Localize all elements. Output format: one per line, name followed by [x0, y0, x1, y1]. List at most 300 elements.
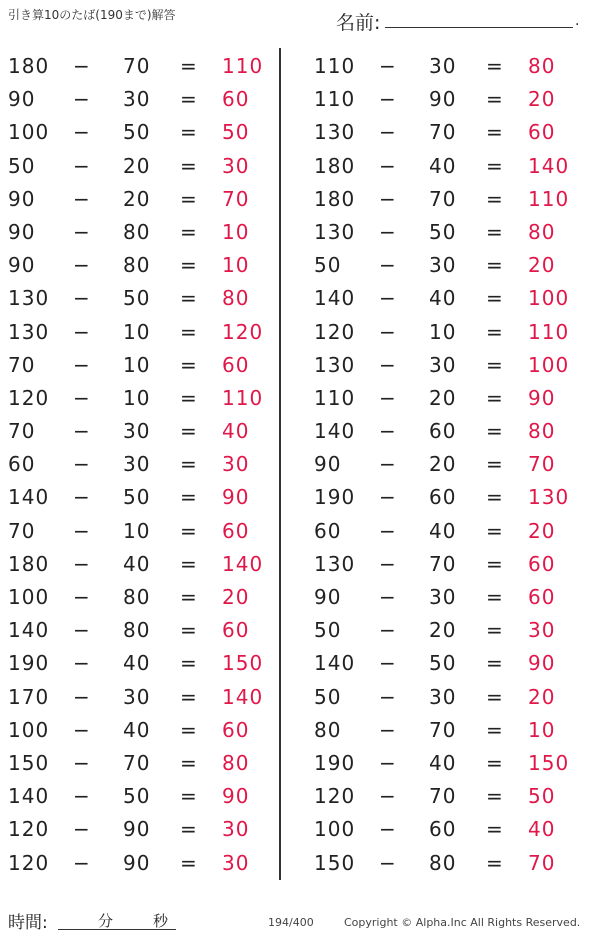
problem-row [306, 83, 600, 116]
minus-sign: − [73, 651, 90, 676]
minus-sign: − [379, 452, 396, 477]
answer: 50 [528, 784, 556, 809]
answer: 80 [528, 219, 556, 244]
subtrahend: 50 [429, 651, 457, 676]
subtrahend: 70 [123, 54, 151, 78]
answer: 60 [222, 87, 250, 112]
answer: 120 [222, 319, 264, 344]
minus-sign: − [73, 419, 90, 444]
minus-sign: − [73, 452, 90, 477]
answer: 40 [222, 419, 250, 444]
minuend: 130 [314, 120, 356, 145]
problem-row [306, 780, 600, 813]
minus-sign: − [379, 186, 396, 211]
subtrahend: 80 [123, 219, 151, 244]
answer: 80 [222, 750, 250, 775]
answer: 30 [222, 817, 250, 842]
minus-sign: − [73, 684, 90, 709]
equals-sign: = [486, 385, 503, 410]
minuend: 100 [8, 120, 50, 145]
subtrahend: 40 [123, 651, 151, 676]
equals-sign: = [486, 618, 503, 643]
problem-row [306, 581, 600, 614]
minus-sign: − [73, 87, 90, 112]
problem-row [0, 249, 294, 282]
minus-sign: − [379, 153, 396, 178]
minuend: 50 [314, 253, 342, 278]
answer: 30 [222, 452, 250, 477]
problem-row [306, 382, 600, 415]
answer: 90 [528, 385, 556, 410]
equals-sign: = [486, 750, 503, 775]
minuend: 110 [314, 54, 356, 78]
problem-row [0, 747, 294, 780]
equals-sign: = [486, 186, 503, 211]
minuend: 130 [314, 219, 356, 244]
minus-sign: − [379, 850, 396, 875]
subtrahend: 40 [429, 286, 457, 311]
problem-row [0, 150, 294, 183]
minuend: 120 [8, 385, 50, 410]
subtrahend: 10 [123, 385, 151, 410]
minus-sign: − [73, 518, 90, 543]
equals-sign: = [180, 87, 197, 112]
problem-row [306, 448, 600, 481]
problem-row [0, 349, 294, 382]
problem-row [306, 116, 600, 149]
problem-row [306, 282, 600, 315]
equals-sign: = [180, 419, 197, 444]
minuend: 90 [8, 253, 36, 278]
subtrahend: 80 [429, 850, 457, 875]
subtrahend: 80 [123, 585, 151, 609]
equals-sign: = [180, 518, 197, 543]
answer: 110 [528, 319, 570, 344]
minuend: 90 [8, 87, 36, 112]
problem-row [306, 216, 600, 249]
problem-row [0, 282, 294, 315]
answer: 150 [528, 750, 570, 775]
answer: 100 [528, 286, 570, 311]
minuend: 140 [314, 286, 356, 311]
minus-sign: − [379, 784, 396, 809]
equals-sign: = [180, 352, 197, 377]
problem-row [306, 481, 600, 514]
minuend: 180 [314, 153, 356, 178]
answer: 110 [528, 186, 570, 211]
minus-sign: − [73, 54, 90, 78]
answer: 80 [222, 286, 250, 311]
minus-sign: − [73, 186, 90, 211]
equals-sign: = [486, 651, 503, 676]
minuend: 130 [8, 319, 50, 344]
minus-sign: − [379, 518, 396, 543]
minus-sign: − [73, 750, 90, 775]
minuend: 100 [8, 717, 50, 742]
minuend: 130 [314, 551, 356, 576]
minuend: 70 [8, 352, 36, 377]
equals-sign: = [486, 684, 503, 709]
minus-sign: − [379, 54, 396, 78]
minus-sign: − [379, 717, 396, 742]
subtrahend: 60 [429, 485, 457, 510]
copyright-notice: Copyright © Alpha.Inc All Rights Reserved. [344, 916, 581, 929]
problem-row [306, 515, 600, 548]
problem-row [0, 481, 294, 514]
minus-sign: − [379, 219, 396, 244]
subtrahend: 60 [429, 419, 457, 444]
equals-sign: = [180, 286, 197, 311]
equals-sign: = [180, 784, 197, 809]
problem-row [0, 116, 294, 149]
answer: 130 [528, 485, 570, 510]
problem-row [0, 581, 294, 614]
minuend: 90 [314, 452, 342, 477]
minuend: 120 [8, 850, 50, 875]
minus-sign: − [73, 850, 90, 875]
answer: 90 [528, 651, 556, 676]
minuend: 180 [314, 186, 356, 211]
subtrahend: 70 [429, 186, 457, 211]
minuend: 190 [314, 750, 356, 775]
minus-sign: − [73, 286, 90, 311]
minuend: 140 [8, 485, 50, 510]
equals-sign: = [180, 850, 197, 875]
minuend: 140 [314, 651, 356, 676]
subtrahend: 40 [429, 750, 457, 775]
subtrahend: 40 [123, 717, 151, 742]
subtrahend: 20 [123, 186, 151, 211]
subtrahend: 20 [429, 452, 457, 477]
answer: 20 [528, 684, 556, 709]
subtrahend: 30 [429, 585, 457, 609]
equals-sign: = [180, 219, 197, 244]
minuend: 70 [8, 518, 36, 543]
minus-sign: − [73, 219, 90, 244]
problem-row [306, 681, 600, 714]
problem-row [0, 83, 294, 116]
minuend: 140 [8, 784, 50, 809]
answer: 70 [528, 850, 556, 875]
equals-sign: = [180, 618, 197, 643]
minus-sign: − [73, 253, 90, 278]
minus-sign: − [379, 551, 396, 576]
subtrahend: 30 [123, 87, 151, 112]
equals-sign: = [486, 352, 503, 377]
equals-sign: = [486, 286, 503, 311]
answer: 110 [222, 385, 264, 410]
minus-sign: − [73, 585, 90, 609]
answer: 60 [528, 551, 556, 576]
equals-sign: = [486, 120, 503, 145]
problem-row [306, 614, 600, 647]
problem-row [306, 714, 600, 747]
name-line [385, 27, 573, 28]
answer: 60 [222, 352, 250, 377]
answer: 30 [528, 618, 556, 643]
answer: 50 [222, 120, 250, 145]
equals-sign: = [180, 54, 197, 78]
left-problem-column [0, 50, 294, 880]
problem-row [0, 813, 294, 846]
problem-row [0, 548, 294, 581]
equals-sign: = [486, 817, 503, 842]
minuend: 180 [8, 551, 50, 576]
answer: 40 [528, 817, 556, 842]
answer: 150 [222, 651, 264, 676]
answer: 30 [222, 850, 250, 875]
worksheet-title: 引き算10のたば(190まで)解答 [8, 8, 176, 22]
name-label: 名前: [336, 12, 381, 34]
problem-row [0, 415, 294, 448]
subtrahend: 60 [429, 817, 457, 842]
equals-sign: = [486, 54, 503, 78]
minuend: 130 [314, 352, 356, 377]
minus-sign: − [379, 817, 396, 842]
minus-sign: − [379, 286, 396, 311]
answer: 90 [222, 784, 250, 809]
minuend: 60 [8, 452, 36, 477]
subtrahend: 30 [123, 684, 151, 709]
subtrahend: 50 [123, 784, 151, 809]
answer: 100 [528, 352, 570, 377]
equals-sign: = [180, 319, 197, 344]
minuend: 140 [8, 618, 50, 643]
answer: 10 [222, 219, 250, 244]
equals-sign: = [180, 253, 197, 278]
equals-sign: = [486, 219, 503, 244]
minus-sign: − [379, 485, 396, 510]
equals-sign: = [180, 385, 197, 410]
minuend: 190 [314, 485, 356, 510]
problem-row [0, 316, 294, 349]
problem-row [0, 780, 294, 813]
subtrahend: 50 [123, 286, 151, 311]
minuend: 70 [8, 419, 36, 444]
minuend: 170 [8, 684, 50, 709]
minus-sign: − [73, 120, 90, 145]
minus-sign: − [379, 352, 396, 377]
equals-sign: = [180, 153, 197, 178]
minuend: 120 [314, 319, 356, 344]
subtrahend: 30 [429, 253, 457, 278]
page-number: 194/400 [268, 916, 314, 929]
minus-sign: − [73, 153, 90, 178]
answer: 30 [222, 153, 250, 178]
answer: 60 [528, 585, 556, 609]
subtrahend: 50 [123, 120, 151, 145]
subtrahend: 90 [123, 817, 151, 842]
equals-sign: = [486, 319, 503, 344]
minus-sign: − [73, 385, 90, 410]
subtrahend: 70 [429, 717, 457, 742]
subtrahend: 20 [429, 385, 457, 410]
subtrahend: 20 [123, 153, 151, 178]
minuend: 50 [314, 618, 342, 643]
minuend: 150 [8, 750, 50, 775]
equals-sign: = [180, 717, 197, 742]
answer: 110 [222, 54, 264, 78]
answer: 70 [528, 452, 556, 477]
subtrahend: 70 [429, 551, 457, 576]
problem-row [306, 747, 600, 780]
minuend: 140 [314, 419, 356, 444]
answer: 140 [528, 153, 570, 178]
minuend: 50 [8, 153, 36, 178]
seconds-unit: 秒 [153, 912, 169, 930]
subtrahend: 70 [123, 750, 151, 775]
answer: 20 [528, 518, 556, 543]
problem-row [306, 150, 600, 183]
minus-sign: − [73, 817, 90, 842]
minuend: 120 [8, 817, 50, 842]
minus-sign: − [379, 750, 396, 775]
minus-sign: − [379, 419, 396, 444]
minuend: 110 [314, 87, 356, 112]
minuend: 180 [8, 54, 50, 78]
time-label: 時間: [8, 913, 48, 933]
answer: 140 [222, 551, 264, 576]
problem-row [306, 183, 600, 216]
equals-sign: = [486, 153, 503, 178]
subtrahend: 70 [429, 784, 457, 809]
problem-row [306, 847, 600, 880]
problem-row [0, 216, 294, 249]
subtrahend: 80 [123, 253, 151, 278]
problem-row [306, 249, 600, 282]
subtrahend: 50 [429, 219, 457, 244]
minuend: 130 [8, 286, 50, 311]
minuend: 90 [8, 219, 36, 244]
problem-row [306, 349, 600, 382]
subtrahend: 10 [123, 352, 151, 377]
minuend: 190 [8, 651, 50, 676]
name-dot: . [575, 13, 580, 29]
answer: 60 [222, 717, 250, 742]
equals-sign: = [486, 419, 503, 444]
problem-row [0, 183, 294, 216]
answer: 70 [222, 186, 250, 211]
equals-sign: = [180, 684, 197, 709]
problem-row [306, 415, 600, 448]
subtrahend: 10 [123, 319, 151, 344]
minuend: 60 [314, 518, 342, 543]
answer: 60 [222, 618, 250, 643]
minus-sign: − [379, 87, 396, 112]
problem-row [0, 847, 294, 880]
equals-sign: = [486, 87, 503, 112]
problem-row [306, 316, 600, 349]
problem-row [0, 714, 294, 747]
minuend: 50 [314, 684, 342, 709]
minuend: 100 [314, 817, 356, 842]
problem-row [306, 647, 600, 680]
answer: 90 [222, 485, 250, 510]
minus-sign: − [379, 120, 396, 145]
equals-sign: = [180, 120, 197, 145]
answer: 20 [222, 585, 250, 609]
minus-sign: − [73, 784, 90, 809]
equals-sign: = [486, 850, 503, 875]
problem-row [306, 548, 600, 581]
minuend: 110 [314, 385, 356, 410]
equals-sign: = [180, 651, 197, 676]
subtrahend: 80 [123, 618, 151, 643]
problem-row [0, 614, 294, 647]
subtrahend: 50 [123, 485, 151, 510]
minuend: 80 [314, 717, 342, 742]
minus-sign: − [379, 319, 396, 344]
problem-row [0, 448, 294, 481]
right-problem-column [306, 50, 600, 880]
minus-sign: − [73, 618, 90, 643]
minuend: 120 [314, 784, 356, 809]
subtrahend: 30 [429, 54, 457, 78]
subtrahend: 30 [123, 419, 151, 444]
minuend: 150 [314, 850, 356, 875]
problem-row [0, 647, 294, 680]
subtrahend: 30 [429, 352, 457, 377]
answer: 60 [222, 518, 250, 543]
equals-sign: = [486, 518, 503, 543]
problem-row [0, 681, 294, 714]
equals-sign: = [486, 253, 503, 278]
answer: 10 [222, 253, 250, 278]
equals-sign: = [180, 551, 197, 576]
equals-sign: = [486, 585, 503, 609]
subtrahend: 10 [429, 319, 457, 344]
subtrahend: 30 [123, 452, 151, 477]
subtrahend: 20 [429, 618, 457, 643]
problem-row [0, 382, 294, 415]
subtrahend: 40 [429, 518, 457, 543]
equals-sign: = [486, 485, 503, 510]
answer: 80 [528, 419, 556, 444]
equals-sign: = [180, 585, 197, 609]
equals-sign: = [180, 817, 197, 842]
minutes-unit: 分 [98, 912, 114, 930]
answer: 140 [222, 684, 264, 709]
equals-sign: = [486, 452, 503, 477]
minus-sign: − [379, 253, 396, 278]
answer: 80 [528, 54, 556, 78]
minuend: 100 [8, 585, 50, 609]
equals-sign: = [180, 186, 197, 211]
minus-sign: − [73, 551, 90, 576]
subtrahend: 70 [429, 120, 457, 145]
subtrahend: 40 [429, 153, 457, 178]
minus-sign: − [379, 618, 396, 643]
problem-row [0, 515, 294, 548]
equals-sign: = [180, 485, 197, 510]
minus-sign: − [73, 319, 90, 344]
minus-sign: − [73, 485, 90, 510]
answer: 60 [528, 120, 556, 145]
equals-sign: = [486, 551, 503, 576]
minus-sign: − [379, 684, 396, 709]
problem-row [306, 813, 600, 846]
minuend: 90 [8, 186, 36, 211]
subtrahend: 90 [123, 850, 151, 875]
answer: 20 [528, 253, 556, 278]
minuend: 90 [314, 585, 342, 609]
subtrahend: 10 [123, 518, 151, 543]
minus-sign: − [379, 385, 396, 410]
subtrahend: 40 [123, 551, 151, 576]
answer: 10 [528, 717, 556, 742]
minus-sign: − [73, 717, 90, 742]
answer: 20 [528, 87, 556, 112]
